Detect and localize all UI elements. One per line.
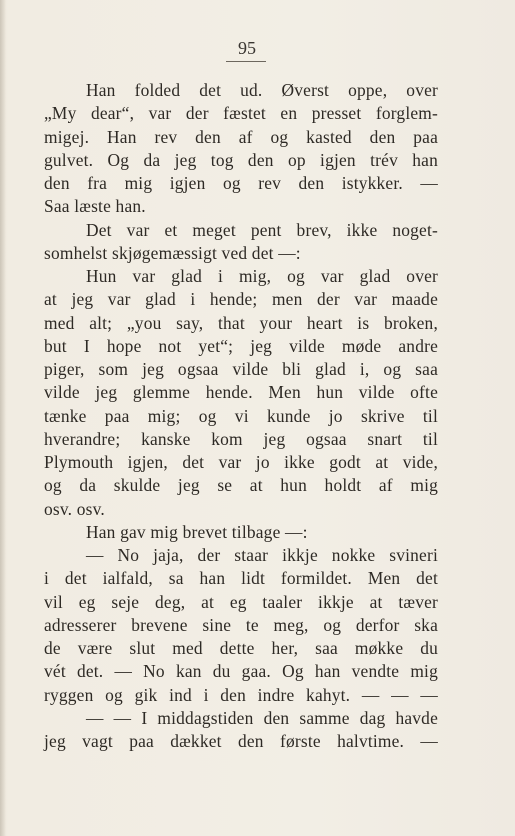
text-line: adresserer brevene sine te meg, og derfor ska <box>44 614 438 635</box>
text-line: Han folded det ud. Øverst oppe, over <box>86 80 438 100</box>
page-edge-shadow <box>0 0 6 836</box>
text-line: but I hope not yet“; jeg vilde møde andre <box>44 335 438 356</box>
text-line: ryggen og gik ind i den indre kahyt. — — — <box>44 684 438 705</box>
text-line: hverandre; kanske kom jeg ogsaa snart til <box>44 428 438 449</box>
text-line: piger, som jeg ogsaa vilde bli glad i, og saa <box>44 359 438 379</box>
text-line: Hun var glad i mig, og var glad over <box>86 266 438 286</box>
text-line: vilde jeg glemme hende. Men hun vilde ofte <box>44 382 438 403</box>
text-line: i det ialfald, sa han lidt formildet. Men det <box>44 568 438 589</box>
text-line: gulvet. Og da jeg tog den op igjen trév han <box>44 149 438 170</box>
text-line: vét det. — No kan du gaa. Og han vendte mig <box>44 661 438 682</box>
text-line: med alt; „you say, that your heart is broken, <box>44 312 438 333</box>
text-line: — No jaja, der staar ikkje nokke svineri <box>86 545 438 565</box>
body-text <box>44 79 438 753</box>
text-line: „My dear“, var der fæstet en presset forglem- <box>44 103 438 124</box>
text-line: Han gav mig brevet tilbage —: <box>86 521 308 542</box>
text-line: Plymouth igjen, det var jo ikke godt at vide, <box>44 452 438 472</box>
text-line: — — I middagstiden den samme dag havde <box>86 707 438 728</box>
text-line: Saa læste han. <box>44 196 146 217</box>
text-line: at jeg var glad i hende; men der var maade <box>44 289 438 310</box>
text-line: Det var et meget pent brev, ikke noget- <box>86 219 438 240</box>
text-line: den fra mig igjen og rev den istykker. — <box>44 173 438 193</box>
page-number-rule <box>226 61 266 62</box>
text-line: somhelst skjøgemæssigt ved det —: <box>44 242 301 263</box>
text-line: tænke paa mig; og vi kunde jo skrive til <box>44 405 438 426</box>
text-line: de være slut med dette her, saa møkke du <box>44 638 438 658</box>
text-line: osv. osv. <box>44 498 105 519</box>
text-line: jeg vagt paa dækket den første halvtime. — <box>44 731 438 751</box>
text-line: vil eg seje deg, at eg taaler ikkje at tæver <box>44 591 438 612</box>
text-line: og da skulde jeg se at hun holdt af mig <box>44 475 438 496</box>
page-number: 95 <box>238 38 256 58</box>
text-line: migej. Han rev den af og kasted den paa <box>44 126 438 147</box>
